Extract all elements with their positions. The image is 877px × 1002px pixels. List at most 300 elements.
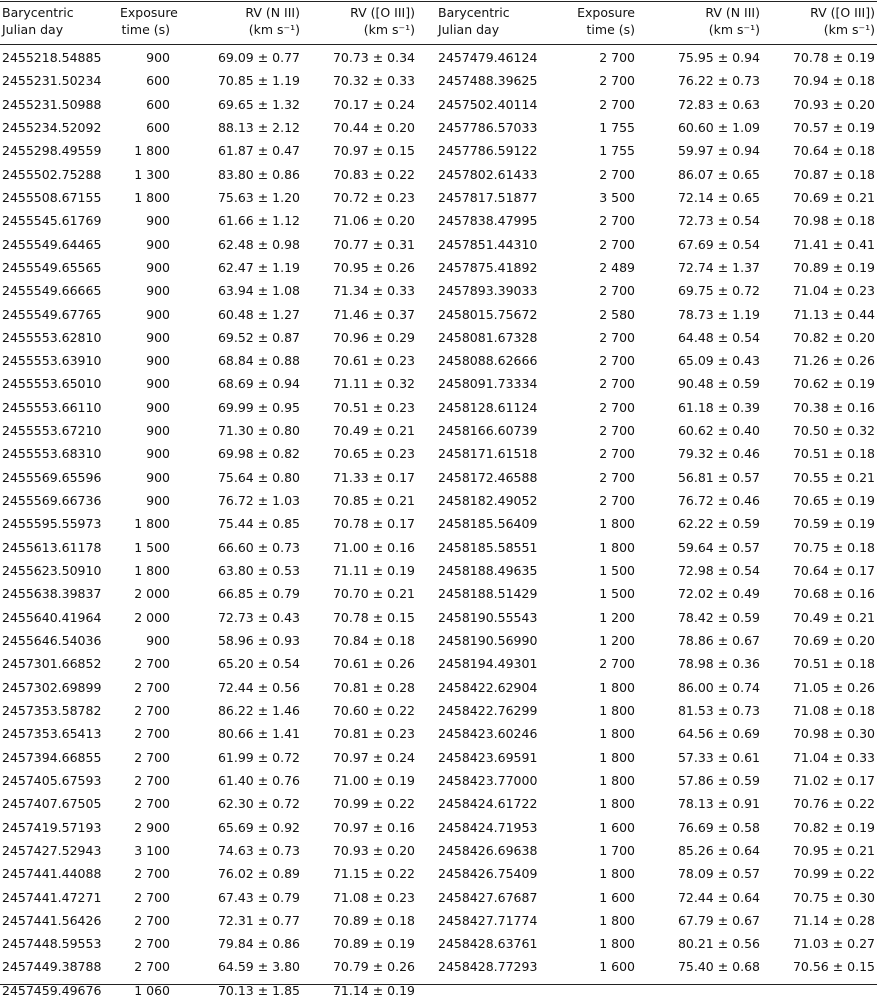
table-cell: 85.26 ± 0.64 (677, 842, 760, 858)
table-row (0, 442, 877, 465)
table-cell: 71.41 ± 0.41 (792, 236, 875, 252)
table-cell: 2458426.75409 (438, 866, 538, 882)
table-cell: 70.57 ± 0.19 (792, 119, 875, 135)
table-cell: 2455553.65010 (2, 376, 102, 392)
table-cell: 72.02 ± 0.49 (677, 586, 760, 602)
table-cell: 2455553.68310 (2, 446, 102, 462)
table-cell: 1 800 (599, 516, 635, 532)
table-cell: 70.61 ± 0.23 (332, 353, 415, 369)
table-cell: 86.00 ± 0.74 (677, 679, 760, 695)
table-cell: 72.31 ± 0.77 (217, 912, 300, 928)
table-cell: 2 700 (134, 796, 170, 812)
table-cell: 70.98 ± 0.18 (792, 213, 875, 229)
table-cell: 63.94 ± 1.08 (217, 283, 300, 299)
table-cell: 900 (146, 633, 170, 648)
table-row (0, 256, 877, 279)
table-cell: 62.48 ± 0.98 (217, 236, 300, 252)
table-cell: 2458185.58551 (438, 539, 538, 555)
table-cell: 71.11 ± 0.32 (332, 376, 415, 392)
table-cell: 62.30 ± 0.72 (217, 796, 300, 812)
table-cell: 70.51 ± 0.18 (792, 656, 875, 672)
table-cell: 70.89 ± 0.19 (792, 259, 875, 275)
table-cell: 69.09 ± 0.77 (217, 50, 300, 65)
table-row (0, 676, 877, 699)
table-row (0, 349, 877, 372)
table-cell: 1 200 (599, 633, 635, 648)
table-cell: 2455613.61178 (2, 539, 102, 555)
table-cell: 2458188.49635 (438, 563, 538, 579)
column-header-line: RV ([O III]) (350, 5, 415, 20)
table-cell: 1 800 (599, 539, 635, 555)
table-cell: 900 (146, 376, 170, 392)
table-row (0, 46, 877, 69)
column-header-line: time (s) (586, 22, 635, 37)
table-cell: 2458015.75672 (438, 306, 538, 322)
table-cell: 72.73 ± 0.54 (677, 213, 760, 229)
table-cell: 61.66 ± 1.12 (217, 213, 300, 229)
table-row (0, 93, 877, 116)
table-row (0, 233, 877, 256)
table-cell: 1 800 (599, 726, 635, 742)
table-cell: 2455553.67210 (2, 423, 102, 439)
table-cell: 63.80 ± 0.53 (217, 563, 300, 579)
table-cell: 2 700 (134, 889, 170, 905)
table-cell: 2 900 (134, 819, 170, 835)
table-cell: 70.64 ± 0.18 (792, 143, 875, 159)
table-cell: 2455553.66110 (2, 399, 102, 415)
table-cell: 70.65 ± 0.19 (792, 493, 875, 509)
table-cell: 61.87 ± 0.47 (217, 143, 300, 159)
table-cell: 2457786.57033 (438, 119, 538, 135)
table-cell: 1 300 (134, 166, 170, 182)
table-header-rule (0, 44, 877, 45)
table-cell: 2455234.52092 (2, 119, 102, 135)
table-cell: 2 580 (599, 306, 635, 322)
table-cell: 2455646.54036 (2, 633, 102, 648)
table-cell: 2455502.75288 (2, 166, 102, 182)
table-cell: 2458190.56990 (438, 633, 538, 648)
table-cell: 70.97 ± 0.16 (332, 819, 415, 835)
table-cell: 70.98 ± 0.30 (792, 726, 875, 742)
table-cell: 70.50 ± 0.32 (792, 423, 875, 439)
table-cell: 2455640.41964 (2, 609, 102, 625)
table-cell: 900 (146, 236, 170, 252)
table-cell: 70.70 ± 0.21 (332, 586, 415, 602)
table-cell: 2457479.46124 (438, 50, 538, 65)
column-header-line: RV ([O III]) (810, 5, 875, 20)
table-cell: 600 (146, 73, 170, 89)
table-cell: 65.20 ± 0.54 (217, 656, 300, 672)
table-cell: 1 755 (599, 143, 635, 159)
table-cell: 2457838.47995 (438, 213, 538, 229)
table-cell: 75.64 ± 0.80 (217, 469, 300, 485)
table-cell: 72.83 ± 0.63 (677, 96, 760, 112)
table-cell: 64.59 ± 3.80 (217, 959, 300, 975)
table-cell: 62.47 ± 1.19 (217, 259, 300, 275)
table-cell: 78.09 ± 0.57 (677, 866, 760, 882)
table-cell: 2458423.69591 (438, 749, 538, 765)
table-cell: 2457875.41892 (438, 259, 538, 275)
table-cell: 2 700 (134, 866, 170, 882)
table-row (0, 839, 877, 862)
table-cell: 70.73 ± 0.34 (332, 50, 415, 65)
table-cell: 900 (146, 213, 170, 229)
table-cell: 1 800 (599, 749, 635, 765)
table-cell: 70.82 ± 0.19 (792, 819, 875, 835)
table-row (0, 139, 877, 162)
table-cell: 70.51 ± 0.18 (792, 446, 875, 462)
table-cell: 59.64 ± 0.57 (677, 539, 760, 555)
table-cell: 2457441.56426 (2, 912, 102, 928)
table-row (0, 396, 877, 419)
table-cell: 2457302.69899 (2, 679, 102, 695)
table-cell: 71.06 ± 0.20 (332, 213, 415, 229)
table-cell: 83.80 ± 0.86 (217, 166, 300, 182)
table-cell: 75.95 ± 0.94 (677, 50, 760, 65)
table-cell: 70.76 ± 0.22 (792, 796, 875, 812)
table-cell: 70.81 ± 0.28 (332, 679, 415, 695)
table-cell: 71.02 ± 0.17 (792, 772, 875, 788)
table-row (0, 909, 877, 932)
table-cell: 90.48 ± 0.59 (677, 376, 760, 392)
table-cell: 2457459.49676 (2, 982, 102, 998)
table-cell: 1 755 (599, 119, 635, 135)
table-cell: 2 700 (599, 423, 635, 439)
column-header (760, 4, 875, 38)
table-cell: 70.85 ± 0.21 (332, 493, 415, 509)
table-cell: 69.65 ± 1.32 (217, 96, 300, 112)
table-cell: 900 (146, 306, 170, 322)
table-cell: 71.34 ± 0.33 (332, 283, 415, 299)
table-cell: 2458185.56409 (438, 516, 538, 532)
table-cell: 2 700 (599, 283, 635, 299)
table-row (0, 582, 877, 605)
table-cell: 78.86 ± 0.67 (677, 633, 760, 648)
table-cell: 2458423.77000 (438, 772, 538, 788)
table-row (0, 769, 877, 792)
table-cell: 70.55 ± 0.21 (792, 469, 875, 485)
table-cell: 72.74 ± 1.37 (677, 259, 760, 275)
table-cell: 2455569.66736 (2, 493, 102, 509)
table-cell: 74.63 ± 0.73 (217, 842, 300, 858)
table-cell: 2458128.61124 (438, 399, 538, 415)
table-cell: 70.64 ± 0.17 (792, 563, 875, 579)
table-row (0, 816, 877, 839)
table-cell: 70.89 ± 0.18 (332, 912, 415, 928)
table-cell: 2455595.55973 (2, 516, 102, 532)
table-cell: 2 700 (599, 493, 635, 509)
table-cell: 61.40 ± 0.76 (217, 772, 300, 788)
table-cell: 71.15 ± 0.22 (332, 866, 415, 882)
table-cell: 70.94 ± 0.18 (792, 73, 875, 89)
table-cell: 71.26 ± 0.26 (792, 353, 875, 369)
table-cell: 2458428.63761 (438, 936, 538, 952)
table-cell: 2458188.51429 (438, 586, 538, 602)
table-cell: 3 100 (134, 842, 170, 858)
table-row (0, 69, 877, 92)
table-cell: 2458166.60739 (438, 423, 538, 439)
table-cell: 2457893.39033 (438, 283, 538, 299)
column-header (120, 4, 178, 38)
table-cell: 2457353.65413 (2, 726, 102, 742)
table-cell: 70.93 ± 0.20 (332, 842, 415, 858)
table-cell: 2455508.67155 (2, 189, 102, 205)
table-cell: 70.49 ± 0.21 (792, 609, 875, 625)
table-cell: 71.08 ± 0.18 (792, 702, 875, 718)
table-cell: 2 700 (599, 213, 635, 229)
table-row (0, 163, 877, 186)
table-cell: 70.78 ± 0.15 (332, 609, 415, 625)
table-cell: 70.65 ± 0.23 (332, 446, 415, 462)
table-cell: 75.63 ± 1.20 (217, 189, 300, 205)
table-row (0, 303, 877, 326)
table-cell: 2457353.58782 (2, 702, 102, 718)
table-cell: 2455553.62810 (2, 329, 102, 345)
table-cell: 2458081.67328 (438, 329, 538, 345)
table-cell: 2457427.52943 (2, 842, 102, 858)
table-cell: 86.22 ± 1.46 (217, 702, 300, 718)
table-row (0, 699, 877, 722)
table-cell: 2458190.55543 (438, 609, 538, 625)
table-cell: 76.22 ± 0.73 (677, 73, 760, 89)
table-cell: 2458426.69638 (438, 842, 538, 858)
table-cell: 900 (146, 469, 170, 485)
table-cell: 1 800 (134, 516, 170, 532)
table-cell: 64.48 ± 0.54 (677, 329, 760, 345)
table-cell: 2458091.73334 (438, 376, 538, 392)
table-cell: 59.97 ± 0.94 (677, 143, 760, 159)
table-cell: 900 (146, 446, 170, 462)
table-cell: 67.69 ± 0.54 (677, 236, 760, 252)
table-cell: 1 500 (134, 539, 170, 555)
table-cell: 1 800 (599, 796, 635, 812)
table-cell: 2 700 (599, 353, 635, 369)
column-header (2, 4, 122, 38)
table-cell: 71.30 ± 0.80 (217, 423, 300, 439)
table-cell: 71.08 ± 0.23 (332, 889, 415, 905)
table-cell: 900 (146, 259, 170, 275)
column-header-line: Exposure (120, 5, 178, 20)
table-cell: 70.13 ± 1.85 (217, 982, 300, 998)
table-cell: 70.75 ± 0.30 (792, 889, 875, 905)
table-cell: 1 800 (599, 936, 635, 952)
table-cell: 2458427.67687 (438, 889, 538, 905)
table-cell: 2 700 (599, 50, 635, 65)
table-cell: 70.84 ± 0.18 (332, 633, 415, 648)
table-cell: 70.79 ± 0.26 (332, 959, 415, 975)
table-cell: 68.84 ± 0.88 (217, 353, 300, 369)
table-cell: 67.79 ± 0.67 (677, 912, 760, 928)
table-cell: 2457407.67505 (2, 796, 102, 812)
table-cell: 78.98 ± 0.36 (677, 656, 760, 672)
table-cell: 80.21 ± 0.56 (677, 936, 760, 952)
table-cell: 2 700 (599, 376, 635, 392)
table-cell: 57.33 ± 0.61 (677, 749, 760, 765)
table-cell: 79.32 ± 0.46 (677, 446, 760, 462)
table-cell: 2458427.71774 (438, 912, 538, 928)
table-cell: 1 500 (599, 586, 635, 602)
table-cell: 70.82 ± 0.20 (792, 329, 875, 345)
table-cell: 62.22 ± 0.59 (677, 516, 760, 532)
table-cell: 2 700 (599, 329, 635, 345)
table-cell: 2457448.59553 (2, 936, 102, 952)
table-cell: 71.13 ± 0.44 (792, 306, 875, 322)
table-cell: 2458172.46588 (438, 469, 538, 485)
column-header-line: time (s) (121, 22, 170, 37)
table-cell: 70.49 ± 0.21 (332, 423, 415, 439)
table-row (0, 862, 877, 885)
table-cell: 71.14 ± 0.19 (332, 982, 415, 998)
column-header-line: Julian day (438, 22, 500, 37)
table-row (0, 116, 877, 139)
table-cell: 2457449.38788 (2, 959, 102, 975)
table-cell: 2455545.61769 (2, 213, 102, 229)
table-cell: 68.69 ± 0.94 (217, 376, 300, 392)
table-row (0, 209, 877, 232)
table-top-rule (0, 1, 877, 2)
table-cell: 71.05 ± 0.26 (792, 679, 875, 695)
table-cell: 1 060 (134, 982, 170, 998)
column-header (565, 4, 635, 38)
table-row (0, 372, 877, 395)
table-row (0, 979, 877, 1002)
table-row (0, 746, 877, 769)
table-cell: 1 800 (134, 143, 170, 159)
table-cell: 70.44 ± 0.20 (332, 119, 415, 135)
table-cell: 60.60 ± 1.09 (677, 119, 760, 135)
table-cell: 70.95 ± 0.21 (792, 842, 875, 858)
table-cell: 70.61 ± 0.26 (332, 656, 415, 672)
column-header-line: RV (N III) (705, 5, 760, 20)
column-header-line: Julian day (2, 22, 64, 37)
table-cell: 70.93 ± 0.20 (792, 96, 875, 112)
table-cell: 70.62 ± 0.19 (792, 376, 875, 392)
table-cell: 76.69 ± 0.58 (677, 819, 760, 835)
table-cell: 72.44 ± 0.64 (677, 889, 760, 905)
table-row (0, 536, 877, 559)
table-cell: 2457405.67593 (2, 772, 102, 788)
table-cell: 2458088.62666 (438, 353, 538, 369)
table-cell: 70.97 ± 0.24 (332, 749, 415, 765)
table-cell: 2 700 (134, 936, 170, 952)
table-cell: 2455549.64465 (2, 236, 102, 252)
table-cell: 71.33 ± 0.17 (332, 469, 415, 485)
table-cell: 70.99 ± 0.22 (792, 866, 875, 882)
table-cell: 70.17 ± 0.24 (332, 96, 415, 112)
table-cell: 2455231.50234 (2, 73, 102, 89)
table-cell: 60.48 ± 1.27 (217, 306, 300, 322)
table-cell: 2 700 (599, 399, 635, 415)
table-cell: 71.11 ± 0.19 (332, 563, 415, 579)
table-cell: 58.96 ± 0.93 (217, 633, 300, 648)
table-cell: 2457851.44310 (438, 236, 538, 252)
table-cell: 81.53 ± 0.73 (677, 702, 760, 718)
table-cell: 2455549.66665 (2, 283, 102, 299)
table-cell: 2458171.61518 (438, 446, 538, 462)
table-cell: 88.13 ± 2.12 (217, 119, 300, 135)
table-cell: 2 000 (134, 609, 170, 625)
table-cell: 70.99 ± 0.22 (332, 796, 415, 812)
table-cell: 72.44 ± 0.56 (217, 679, 300, 695)
table-row (0, 722, 877, 745)
table-cell: 75.40 ± 0.68 (677, 959, 760, 975)
table-cell: 2457488.39625 (438, 73, 538, 89)
table-cell: 78.73 ± 1.19 (677, 306, 760, 322)
table-cell: 2455231.50988 (2, 96, 102, 112)
table-cell: 71.46 ± 0.37 (332, 306, 415, 322)
table-cell: 2455298.49559 (2, 143, 102, 159)
column-header (438, 4, 558, 38)
table-cell: 2458424.61722 (438, 796, 538, 812)
table-cell: 1 800 (599, 912, 635, 928)
column-header-line: Barycentric (438, 5, 510, 20)
table-cell: 61.18 ± 0.39 (677, 399, 760, 415)
table-cell: 2458194.49301 (438, 656, 538, 672)
table-cell: 70.32 ± 0.33 (332, 73, 415, 89)
column-header (185, 4, 300, 38)
table-cell: 1 800 (134, 563, 170, 579)
table-row (0, 652, 877, 675)
table-cell: 70.59 ± 0.19 (792, 516, 875, 532)
table-row (0, 932, 877, 955)
table-cell: 900 (146, 423, 170, 439)
table-cell: 70.56 ± 0.15 (792, 959, 875, 975)
table-cell: 900 (146, 329, 170, 345)
table-cell: 70.77 ± 0.31 (332, 236, 415, 252)
table-cell: 64.56 ± 0.69 (677, 726, 760, 742)
table-cell: 2 700 (134, 772, 170, 788)
table-cell: 2457419.57193 (2, 819, 102, 835)
table-cell: 2455549.65565 (2, 259, 102, 275)
table-cell: 900 (146, 399, 170, 415)
table-cell: 2 700 (134, 912, 170, 928)
column-header-line: Barycentric (2, 5, 74, 20)
table-cell: 67.43 ± 0.79 (217, 889, 300, 905)
table-row (0, 792, 877, 815)
table-cell: 2458182.49052 (438, 493, 538, 509)
table-cell: 71.00 ± 0.16 (332, 539, 415, 555)
table-cell: 2 700 (134, 679, 170, 695)
table-row (0, 186, 877, 209)
table-cell: 900 (146, 353, 170, 369)
table-row (0, 606, 877, 629)
table-cell: 1 600 (599, 959, 635, 975)
table-cell: 70.38 ± 0.16 (792, 399, 875, 415)
table-cell: 2457502.40114 (438, 96, 538, 112)
table-cell: 71.00 ± 0.19 (332, 772, 415, 788)
table-cell: 61.99 ± 0.72 (217, 749, 300, 765)
table-cell: 900 (146, 283, 170, 299)
table-cell: 600 (146, 119, 170, 135)
table-cell: 2 700 (599, 656, 635, 672)
table-cell: 70.89 ± 0.19 (332, 936, 415, 952)
table-cell: 2457301.66852 (2, 656, 102, 672)
table-cell: 70.51 ± 0.23 (332, 399, 415, 415)
table-cell: 70.85 ± 1.19 (217, 73, 300, 89)
table-cell: 69.98 ± 0.82 (217, 446, 300, 462)
table-cell: 72.14 ± 0.65 (677, 189, 760, 205)
column-header-line: (km s⁻¹) (823, 22, 875, 37)
table-cell: 2457802.61433 (438, 166, 538, 182)
table-cell: 76.72 ± 0.46 (677, 493, 760, 509)
table-cell: 2458422.76299 (438, 702, 538, 718)
table-cell: 2457441.44088 (2, 866, 102, 882)
table-cell: 2 700 (599, 446, 635, 462)
column-header-line: (km s⁻¹) (248, 22, 300, 37)
table-cell: 70.83 ± 0.22 (332, 166, 415, 182)
table-cell: 2455638.39837 (2, 586, 102, 602)
table-cell: 600 (146, 96, 170, 112)
